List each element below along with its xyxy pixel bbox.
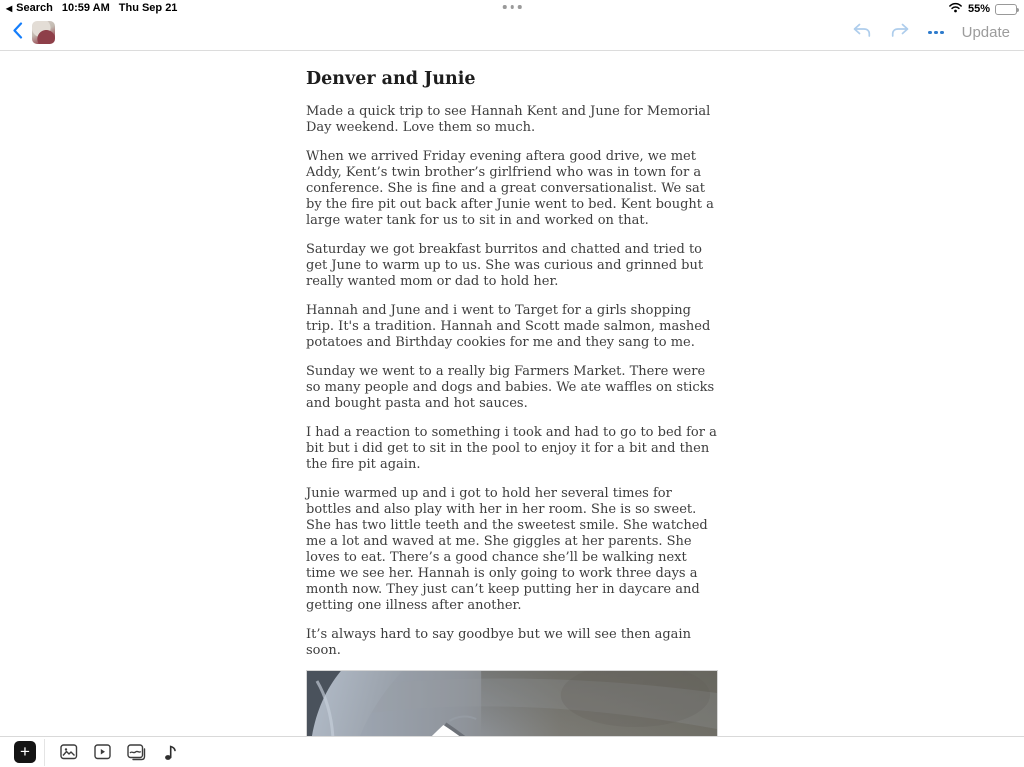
status-bar [0, 0, 1024, 15]
video-play-icon[interactable] [93, 743, 112, 762]
back-to-search-link[interactable] [6, 2, 53, 14]
wifi-icon [948, 2, 963, 16]
paragraph[interactable]: When we arrived Friday evening aftera good drive, we met Addy, Kent’s twin brother’s girlfriend who was in town for a conference. She is fine and a great conversationalist. We sat by the fire pit out back after Junie went to bed. Kent bought a large water tank for us to sit in and worked on that. [306, 149, 714, 228]
music-note-icon[interactable] [161, 743, 180, 762]
profile-avatar[interactable] [32, 21, 55, 44]
status-time: 10:59 AM [61, 2, 110, 14]
paragraph[interactable]: I had a reaction to something i took and had to go to bed for a bit but i did get to sit in the pool to enjoy it for a bit and then the fire pit again. [306, 425, 717, 472]
editor-scroll-area[interactable] [0, 52, 1024, 736]
photo-icon[interactable] [59, 743, 78, 762]
paragraph[interactable]: Hannah and June and i went to Target for a girls shopping trip. It's a tradition. Hannah and Scott made salmon, mashed potatoes and Birthday cookies for me and they sang to me. [306, 303, 711, 350]
undo-button[interactable] [852, 23, 872, 43]
paragraph[interactable]: It’s always hard to say goodbye but we will see then again soon. [306, 627, 691, 658]
paragraph[interactable]: Saturday we got breakfast burritos and chatted and tried to get June to warm up to us. She was curious and grinned but really wanted mom or dad to hold her. [306, 242, 704, 289]
battery-icon [995, 4, 1017, 15]
paragraph[interactable]: Junie warmed up and i got to hold her several times for bottles and also play with her in her room. She is so sweet. She has two little teeth and the sweetest smile. She watched me a lot and waved at me. She giggles at her parents. She loves to eat. There’s a good chance she’ll be walking next time we see her. Hannah is only going to work three days a month now. They just can’t keep putting her in daycare and getting one illness after another. [306, 486, 708, 613]
paragraph[interactable]: Sunday we went to a really big Farmers Market. There were so many people and dogs and babies. We ate waffles on sticks and bought pasta and hot sauces. [306, 364, 715, 411]
battery-percent: 55% [967, 3, 990, 15]
add-block-button[interactable]: + [14, 741, 36, 763]
back-to-app-label: Search [16, 2, 53, 14]
status-date: Thu Sep 21 [118, 2, 178, 14]
document-title[interactable]: Denver and Junie [306, 69, 476, 89]
bottom-toolbar [0, 736, 1024, 767]
more-options-button[interactable] [928, 31, 944, 35]
back-button[interactable] [12, 22, 23, 44]
back-to-app-triangle-icon: ◀ [6, 3, 13, 13]
media-gallery-icon[interactable] [127, 743, 146, 762]
multitask-dots-icon[interactable] [503, 5, 522, 9]
update-button[interactable]: Update [961, 24, 1010, 41]
document-editor[interactable] [306, 52, 718, 736]
nav-bar [0, 15, 1024, 51]
toolbar-divider [44, 739, 45, 766]
redo-button[interactable] [890, 23, 910, 43]
paragraph[interactable]: Made a quick trip to see Hannah Kent and June for Memorial Day weekend. Love them so much. [306, 104, 711, 135]
car-interior-photo[interactable] [306, 670, 718, 736]
